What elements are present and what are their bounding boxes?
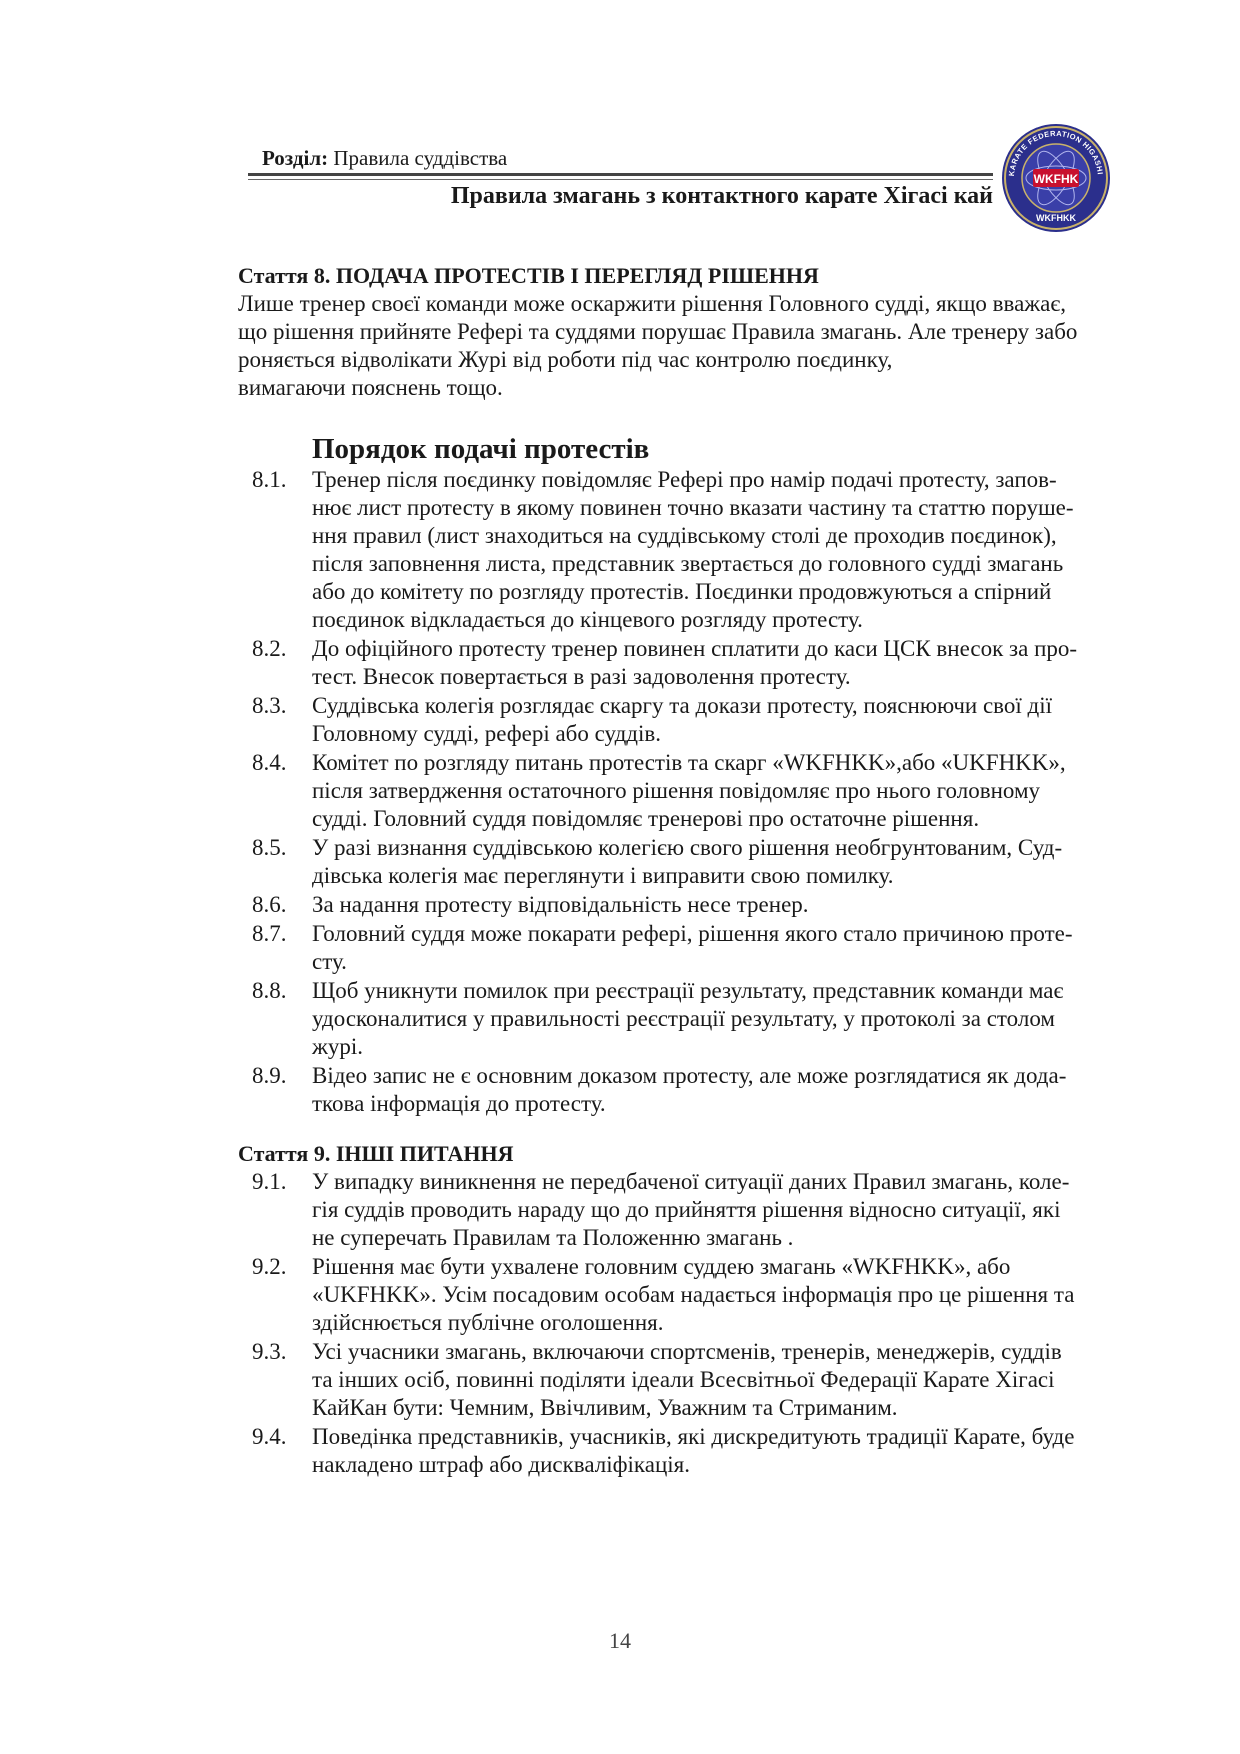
item-line: Щоб уникнути помилок при реєстрації результату, представник команди має xyxy=(312,978,1064,1003)
article-9-title: Стаття 9. ІНШІ ПИТАННЯ xyxy=(238,1141,514,1166)
item-number: 8.1. xyxy=(252,467,287,492)
list-item xyxy=(238,749,1138,833)
page-content xyxy=(238,262,1138,1479)
item-line: журі. xyxy=(312,1034,364,1059)
header-rule-thick xyxy=(248,173,993,176)
intro-line: що рішення прийняте Рефері та суддями порушає Правила змагань. Але тренеру забо xyxy=(238,319,1078,344)
article-8-intro xyxy=(238,290,1138,402)
logo-center-text: WKFHK xyxy=(1033,172,1079,186)
item-number: 9.2. xyxy=(252,1254,287,1279)
item-line: та інших осіб, повинні поділяти ідеали Всесвітньої Федерації Карате Хігасі xyxy=(312,1367,1055,1392)
item-line: не суперечать Правилам та Положенню змагань . xyxy=(312,1225,794,1250)
item-line: Комітет по розгляду питань протестів та скарг «WKFHKK»,або «UKFHKK», xyxy=(312,750,1066,775)
list-item xyxy=(238,834,1138,890)
item-text xyxy=(312,749,1138,833)
item-number: 8.8. xyxy=(252,978,287,1003)
item-line: Відео запис не є основним доказом протесту, але може розглядатися як дода- xyxy=(312,1063,1067,1088)
item-line: ткова інформація до протесту. xyxy=(312,1091,606,1116)
item-line: Рішення має бути ухвалене головним суддею змагань «WKFHKK», або xyxy=(312,1254,1011,1279)
item-line: «UKFHKK». Усім посадовим особам надається інформація про це рішення та xyxy=(312,1282,1075,1307)
list-item xyxy=(238,1062,1138,1118)
item-text xyxy=(312,834,1138,890)
intro-line: Лише тренер своєї команди може оскаржити рішення Головного судді, якщо вважає, xyxy=(238,291,1066,316)
item-text xyxy=(312,1338,1138,1422)
article-8-list xyxy=(238,466,1138,1118)
item-number: 8.3. xyxy=(252,693,287,718)
item-text xyxy=(312,692,1138,748)
item-line: після затвердження остаточного рішення повідомляє про нього головному xyxy=(312,778,1041,803)
item-line: здійснюється публічне оголошення. xyxy=(312,1310,664,1335)
list-item xyxy=(238,977,1138,1061)
header-rule-thin xyxy=(248,179,993,180)
item-line: Усі учасники змагань, включаючи спортсменів, тренерів, менеджерів, суддів xyxy=(312,1339,1062,1364)
list-item xyxy=(238,1253,1138,1337)
item-number: 8.2. xyxy=(252,636,287,661)
item-line: До офіційного протесту тренер повинен сплатити до каси ЦСК внесок за про- xyxy=(312,636,1078,661)
item-line: КайКан бути: Чемним, Ввічливим, Уважним та Стриманим. xyxy=(312,1395,898,1420)
section-name: Правила суддівства xyxy=(333,146,508,170)
page-header xyxy=(248,145,993,209)
document-title: Правила змагань з контактного карате Хігасі кай xyxy=(450,183,993,209)
list-item xyxy=(238,1338,1138,1422)
item-line: У випадку виникнення не передбаченої ситуації даних Правил змагань, коле- xyxy=(312,1169,1070,1194)
item-text xyxy=(312,635,1138,691)
item-text xyxy=(312,1253,1138,1337)
item-line: після заповнення листа, представник звертається до головного судді змагань xyxy=(312,551,1064,576)
item-line: дівська колегія має переглянути і виправити свою помилку. xyxy=(312,863,894,888)
item-line: Поведінка представників, учасників, які дискредитують традиції Карате, буде xyxy=(312,1424,1075,1449)
item-number: 8.6. xyxy=(252,892,287,917)
intro-line: роняється відволікати Журі від роботи під час контролю поєдинку, xyxy=(238,347,893,372)
article-9 xyxy=(238,1140,1138,1479)
item-line: ння правил (лист знаходиться на суддівському столі де проходив поєдинок), xyxy=(312,523,1057,548)
intro-line: вимагаючи пояснень тощо. xyxy=(238,375,503,400)
list-item xyxy=(238,635,1138,691)
item-number: 8.7. xyxy=(252,921,287,946)
federation-logo xyxy=(1000,122,1112,234)
item-text xyxy=(312,1062,1138,1118)
item-line: або до комітету по розгляду протестів. Поєдинки продовжуються а спірний xyxy=(312,579,1052,604)
logo-ring-text: KARATE FEDERATION HIGASHI xyxy=(1006,128,1105,177)
item-text xyxy=(312,466,1138,634)
list-item xyxy=(238,466,1138,634)
item-line: Головний суддя може покарати рефері, рішення якого стало причиною проте- xyxy=(312,921,1073,946)
item-line: поєдинок відкладається до кінцевого розгляду протесту. xyxy=(312,607,863,632)
item-number: 9.1. xyxy=(252,1169,287,1194)
item-line: удосконалитися у правильності реєстрації результату, у протоколі за столом xyxy=(312,1006,1055,1031)
item-line: тест. Внесок повертається в разі задоволення протесту. xyxy=(312,664,851,689)
item-line: Суддівська колегія розглядає скаргу та докази протесту, пояснюючи свої дії xyxy=(312,693,1053,718)
item-line: судді. Головний суддя повідомляє тренерові про остаточне рішення. xyxy=(312,806,980,831)
section-line xyxy=(248,145,993,171)
page-number: 14 xyxy=(609,1628,631,1653)
item-number: 9.4. xyxy=(252,1424,287,1449)
list-item xyxy=(238,1423,1138,1479)
item-number: 8.9. xyxy=(252,1063,287,1088)
list-item xyxy=(238,891,1138,919)
item-line: У разі визнання суддівською колегією свого рішення необгрунтованим, Суд- xyxy=(312,835,1063,860)
federation-seal-icon xyxy=(1000,122,1112,234)
item-line: Головному судді, рефері або суддів. xyxy=(312,721,661,746)
logo-bottom-text: WKFHKK xyxy=(1036,213,1076,223)
item-text xyxy=(312,1423,1138,1479)
item-text xyxy=(312,891,1138,919)
item-line: сту. xyxy=(312,949,347,974)
item-line: За надання протесту відповідальність несе тренер. xyxy=(312,892,809,917)
item-line: Тренер після поєдинку повідомляє Рефері про намір подачі протесту, запов- xyxy=(312,467,1057,492)
section-label: Розділ: xyxy=(262,146,329,170)
list-item xyxy=(238,692,1138,748)
item-line: гія суддів проводить нараду що до прийняття рішення відносно ситуації, які xyxy=(312,1197,1061,1222)
article-8-title: Стаття 8. ПОДАЧА ПРОТЕСТІВ І ПЕРЕГЛЯД РІШЕННЯ xyxy=(238,263,819,288)
item-text xyxy=(312,920,1138,976)
list-item xyxy=(238,920,1138,976)
item-text xyxy=(312,977,1138,1061)
item-number: 8.5. xyxy=(252,835,287,860)
item-line: накладено штраф або дискваліфікація. xyxy=(312,1452,690,1477)
item-text xyxy=(312,1168,1138,1252)
protest-procedure-heading: Порядок подачі протестів xyxy=(312,433,650,465)
item-number: 8.4. xyxy=(252,750,287,775)
item-number: 9.3. xyxy=(252,1339,287,1364)
item-line: нює лист протесту в якому повинен точно вказати частину та статтю поруше- xyxy=(312,495,1074,520)
list-item xyxy=(238,1168,1138,1252)
